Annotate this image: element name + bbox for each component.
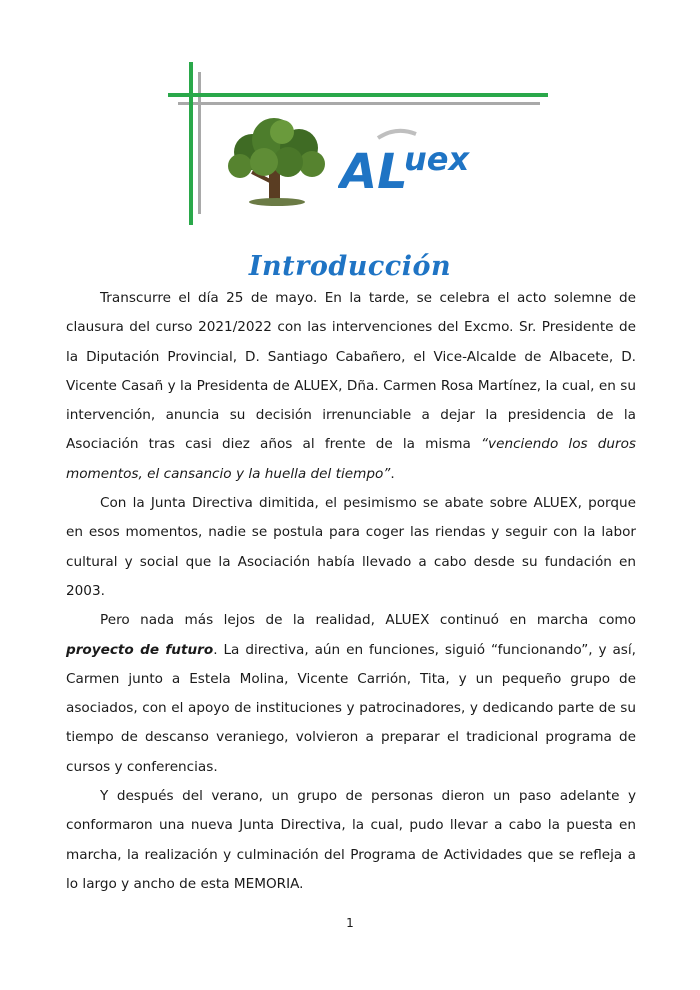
brand-prefix: AL [340, 144, 408, 200]
paragraph-3: Pero nada más lejos de la realidad, ALUEX continuó en marcha como proyecto de futuro. La directiva, aún en funciones, siguió “funcionando”, y así, Carmen junto a Estela Molina, Vicente Carrión, Tita, y un pequeño grupo de asociados, con el apoyo de instituciones y patrocinadores, y dedicando parte de su tiempo de descanso veraniego, volvieron a preparar el tradicional programa de cursos y conferencias. [66, 612, 636, 775]
logo-header [0, 0, 700, 240]
brand-suffix: uex [404, 140, 470, 178]
page-title: Introducción [248, 251, 452, 283]
aluex-logo [338, 120, 478, 200]
tree-icon [222, 112, 332, 207]
body-text [66, 284, 636, 899]
paragraph-2: Con la Junta Directiva dimitida, el pesimismo se abate sobre ALUEX, porque en esos momentos, nadie se postula para coger las riendas y seguir con la labor cultural y social que la Asociación había llevado a cabo desde su fundación en 2003. [66, 495, 636, 599]
emphasis: proyecto de futuro [66, 641, 214, 658]
gray-horizontal-rule [178, 102, 540, 105]
paragraph-1: Transcurre el día 25 de mayo. En la tarde, se celebra el acto solemne de clausura del curso 2021/2022 con las intervenciones del Excmo. Sr. Presidente de la Diputación Provincial, D. Santiago Cabañero, el Vice-Alcalde de Albacete, D. Vicente Casañ y la Presidenta de ALUEX, Dña. Carmen Rosa Martínez, la cual, en su intervención, anuncia su decisión irrenunciable a dejar la presidencia de la Asociación tras casi diez años al frente de la misma “venciendo los duros momentos, el cansancio y la huella del tiempo”. [66, 290, 637, 482]
green-horizontal-rule [168, 93, 548, 97]
quote: “venciendo los duros momentos, el cansancio y la huella del tiempo” [66, 436, 637, 482]
green-vertical-rule [189, 62, 193, 225]
paragraph-4: Y después del verano, un grupo de personas dieron un paso adelante y conformaron una nueva Junta Directiva, la cual, pudo llevar a cabo la puesta en marcha, la realización y culminación del Programa de Actividades que se refleja a lo largo y ancho de esta MEMORIA. [66, 788, 636, 892]
page-number: 1 [346, 916, 354, 930]
